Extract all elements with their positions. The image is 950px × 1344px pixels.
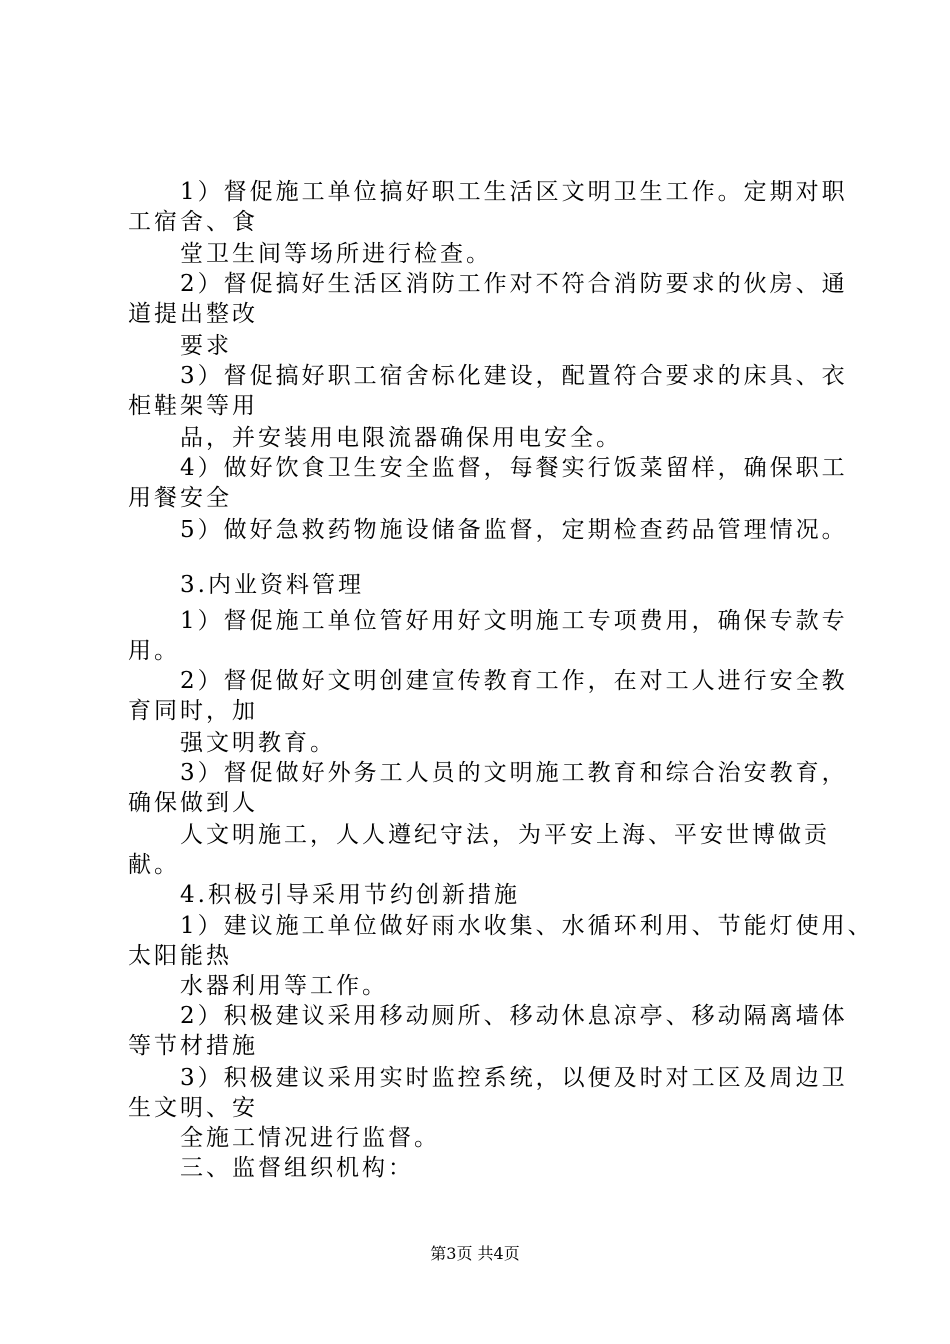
section-heading-three: 三、监督组织机构：	[180, 1155, 414, 1181]
text-line-8: 柜鞋架等用	[128, 393, 258, 419]
text-line-24: 1）建议施工单位做好雨水收集、水循环利用、节能灯使用、	[180, 913, 874, 939]
text-line-21: 人文明施工，人人遵纪守法，为平安上海、平安世博做贡	[180, 822, 830, 848]
text-line-29: 3）积极建议采用实时监控系统，以便及时对工区及周边卫	[180, 1065, 848, 1091]
text-line-6: 要求	[180, 333, 232, 359]
text-line-26: 水器利用等工作。	[180, 973, 388, 999]
text-line-10: 4）做好饮食卫生安全监督，每餐实行饭菜留样，确保职工	[180, 455, 848, 481]
text-line-12: 5）做好急救药物施设储备监督，定期检查药品管理情况。	[180, 517, 848, 543]
text-line-2: 工宿舍、食	[128, 209, 258, 235]
text-line-4: 2）督促搞好生活区消防工作对不符合消防要求的伙房、通	[180, 271, 848, 297]
text-line-31: 全施工情况进行监督。	[180, 1125, 440, 1151]
section-heading-3: 3.内业资料管理	[180, 572, 364, 598]
text-line-14: 1）督促施工单位管好用好文明施工专项费用，确保专款专	[180, 608, 848, 634]
text-line-22: 献。	[128, 852, 180, 878]
text-line-9: 品，并安装用电限流器确保用电安全。	[180, 425, 622, 451]
text-line-30: 生文明、安	[128, 1095, 258, 1121]
text-line-17: 育同时，加	[128, 698, 258, 724]
section-heading-4: 4.积极引导采用节约创新措施	[180, 882, 520, 908]
text-line-20: 确保做到人	[128, 790, 258, 816]
text-line-19: 3）督促做好外务工人员的文明施工教育和综合治安教育，	[180, 760, 848, 786]
text-line-7: 3）督促搞好职工宿舍标化建设，配置符合要求的床具、衣	[180, 363, 848, 389]
text-line-25: 太阳能热	[128, 943, 232, 969]
text-line-1: 1）督促施工单位搞好职工生活区文明卫生工作。定期对职	[180, 179, 848, 205]
page-footer: 第3页 共4页	[430, 1244, 520, 1263]
text-line-16: 2）督促做好文明创建宣传教育工作，在对工人进行安全教	[180, 668, 848, 694]
text-line-27: 2）积极建议采用移动厕所、移动休息凉亭、移动隔离墙体	[180, 1003, 848, 1029]
text-line-3: 堂卫生间等场所进行检查。	[180, 241, 492, 267]
text-line-5: 道提出整改	[128, 301, 258, 327]
text-line-18: 强文明教育。	[180, 730, 336, 756]
text-line-11: 用餐安全	[128, 485, 232, 511]
text-line-28: 等节材措施	[128, 1033, 258, 1059]
text-line-15: 用。	[128, 638, 180, 664]
